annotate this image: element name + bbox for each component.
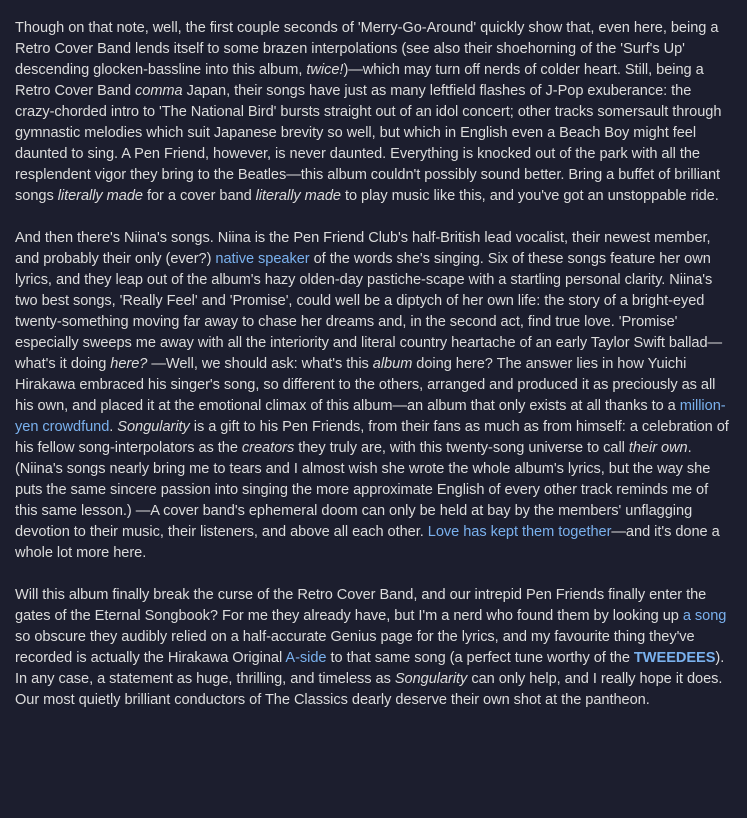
paragraph: [15, 228, 733, 564]
emphasis-text: literally made: [255, 188, 341, 204]
text-span: for a cover band: [142, 188, 256, 204]
text-span: can only help, and I really hope it does. Our most quietly brilliant conductors of The Classics dearly deserve their own shot at the pantheon.: [15, 671, 723, 708]
love-has-kept-them-together-link[interactable]: Love has kept them together: [427, 524, 612, 540]
text-span: of the words she's singing. Six of these songs feature her own lyrics, and they leap out of the album's hazy olden-day pastiche-scape with a startling personal clarity. Niina's two best songs, 'Really Feel' and 'Promise', could well be a diptych of her own life: the story of a bright-eyed twenty-something moving far away to chase her dreams and, in the second act, find true love. 'Promise' especially sweeps me away with all the interiority and literal country heartache of an early Taylor Swift ballad—what's it doing: [15, 251, 723, 372]
tweedees-link[interactable]: TWEEDEES: [633, 650, 716, 666]
emphasis-text: here?: [110, 356, 148, 372]
emphasis-text: literally made: [57, 188, 143, 204]
text-span: —and it's done a whole lot more here.: [15, 524, 720, 561]
text-span: doing here? The answer lies in how Yuichi Hirakawa embraced his singer's song, so different to the others, arranged and produced it as preciously as all his own, and placed it at the emotional climax of this album—an album that only exists at all thanks to a: [15, 356, 716, 414]
emphasis-text: comma: [135, 83, 183, 99]
text-span: .: [109, 419, 118, 435]
text-span: is a gift to his Pen Friends, from their fans as much as from himself: a celebration of his fellow song-interpolators as the: [15, 419, 729, 456]
text-span: Will this album finally break the curse of the Retro Cover Band, and our intrepid Pen Friends finally enter the gates of the Eternal Songbook? For me they already have, but I'm a nerd who found them by looking up: [15, 587, 707, 624]
emphasis-text: creators: [241, 440, 295, 456]
paragraph: [15, 18, 733, 207]
paragraph: [15, 585, 733, 711]
emphasis-text: twice!: [306, 62, 344, 78]
text-span: Japan, their songs have just as many leftfield flashes of J-Pop exuberance: the crazy-chorded intro to 'The National Bird' bursts straight out of an idol concert; other tracks somersault through gymnastic melodies which suit Japanese brevity so well, but which in English even a Beach Boy might feel daunted to sing. A Pen Friend, however, is never daunted. Everything is knocked out of the park with all the resplendent vigor they bring to the Beatles—this album couldn't possibly sound better. Bring a buffet of brilliant songs: [15, 83, 722, 204]
text-span: . (Niina's songs nearly bring me to tears and I almost wish she wrote the whole album's lyrics, but the way she puts the same sincere passion into singing the more approximate English of every other track reminds me of this same lesson.) —A cover band's ephemeral doom can only be held at bay by the members' unflagging devotion to their music, their listeners, and above all each other.: [15, 440, 711, 540]
emphasis-text: Songularity: [117, 419, 190, 435]
text-span: so obscure they audibly relied on a half-accurate Genius page for the lyrics, and my favourite thing they've recorded is actually the Hirakawa Original: [15, 629, 695, 666]
native-speaker-link[interactable]: native speaker: [215, 251, 310, 267]
text-span: And then there's Niina's songs. Niina is the Pen Friend Club's half-British lead vocalist, their newest member, and probably their only (ever?): [15, 230, 711, 267]
emphasis-text: Songularity: [394, 671, 468, 687]
text-span: they truly are, with this twenty-song universe to call: [294, 440, 629, 456]
text-span: to play music like this, and you've got an unstoppable ride.: [340, 188, 719, 204]
text-span: )—which may turn off nerds of colder heart. Still, being a Retro Cover Band: [15, 62, 704, 99]
emphasis-text: their own: [628, 440, 688, 456]
text-span: to that same song (a perfect tune worthy of the: [326, 650, 634, 666]
text-span: ). In any case, a statement as huge, thrilling, and timeless as: [15, 650, 725, 687]
emphasis-text: album: [372, 356, 413, 372]
a-side-link[interactable]: A-side: [285, 650, 327, 666]
a-song-link[interactable]: a song: [682, 608, 727, 624]
text-span: Though on that note, well, the first couple seconds of 'Merry-Go-Around' quickly show that, even here, being a Retro Cover Band lends itself to some brazen interpolations (see also their shoehorning of the 'Surf's Up' descending glocken-bassline into this album,: [15, 20, 719, 78]
text-span: —Well, we should ask: what's this: [147, 356, 373, 372]
crowdfund-link[interactable]: million-yen crowdfund: [15, 398, 726, 435]
